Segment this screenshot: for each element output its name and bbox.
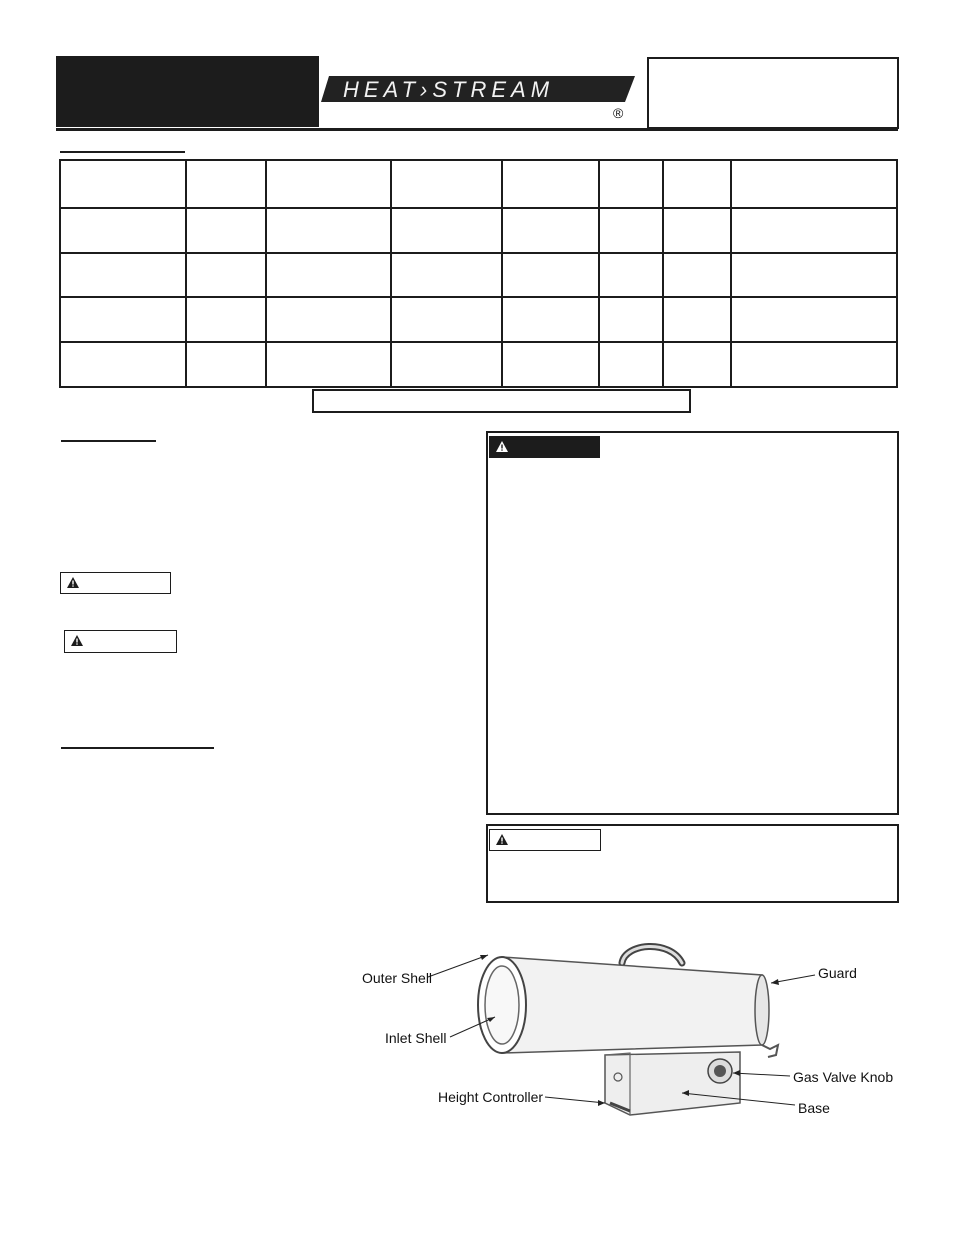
caution-label-box bbox=[64, 630, 177, 653]
warning-triangle-icon bbox=[67, 577, 79, 588]
table-caption-box bbox=[312, 389, 691, 413]
table-row bbox=[60, 297, 897, 342]
warning-label-tag bbox=[489, 436, 600, 458]
header-rule bbox=[56, 128, 898, 131]
outer-shell bbox=[502, 957, 762, 1053]
guard bbox=[755, 975, 769, 1045]
table-row bbox=[60, 342, 897, 387]
section-heading-underline bbox=[61, 747, 214, 749]
heater-parts-diagram bbox=[330, 925, 930, 1135]
header-model-box bbox=[647, 57, 899, 129]
warning-triangle-icon bbox=[496, 834, 508, 845]
table-header-row bbox=[60, 160, 897, 208]
warning-triangle-icon bbox=[71, 635, 83, 646]
inlet-shell bbox=[485, 966, 519, 1044]
logo-text: HEAT›STREAM bbox=[343, 77, 555, 102]
caution-panel bbox=[486, 824, 899, 903]
caution-label-box bbox=[60, 572, 171, 594]
section-heading-underline bbox=[61, 440, 156, 442]
registered-mark: ® bbox=[613, 105, 624, 120]
warning-triangle-icon bbox=[496, 441, 508, 452]
warning-panel bbox=[486, 431, 899, 815]
label-height-controller: Height Controller bbox=[438, 1089, 544, 1105]
table-row bbox=[60, 208, 897, 253]
specifications-table bbox=[59, 159, 898, 388]
label-guard: Guard bbox=[818, 965, 857, 981]
label-base: Base bbox=[798, 1100, 830, 1116]
label-outer-shell: Outer Shell bbox=[362, 970, 433, 986]
header-black-block bbox=[56, 56, 319, 127]
table-row bbox=[60, 253, 897, 298]
label-gas-valve-knob: Gas Valve Knob bbox=[793, 1069, 894, 1085]
label-inlet-shell: Inlet Shell bbox=[385, 1030, 447, 1046]
heatstream-logo bbox=[321, 72, 635, 120]
spec-heading-underline bbox=[60, 151, 185, 153]
handle bbox=[622, 946, 682, 963]
caution-label-tag bbox=[489, 829, 601, 851]
